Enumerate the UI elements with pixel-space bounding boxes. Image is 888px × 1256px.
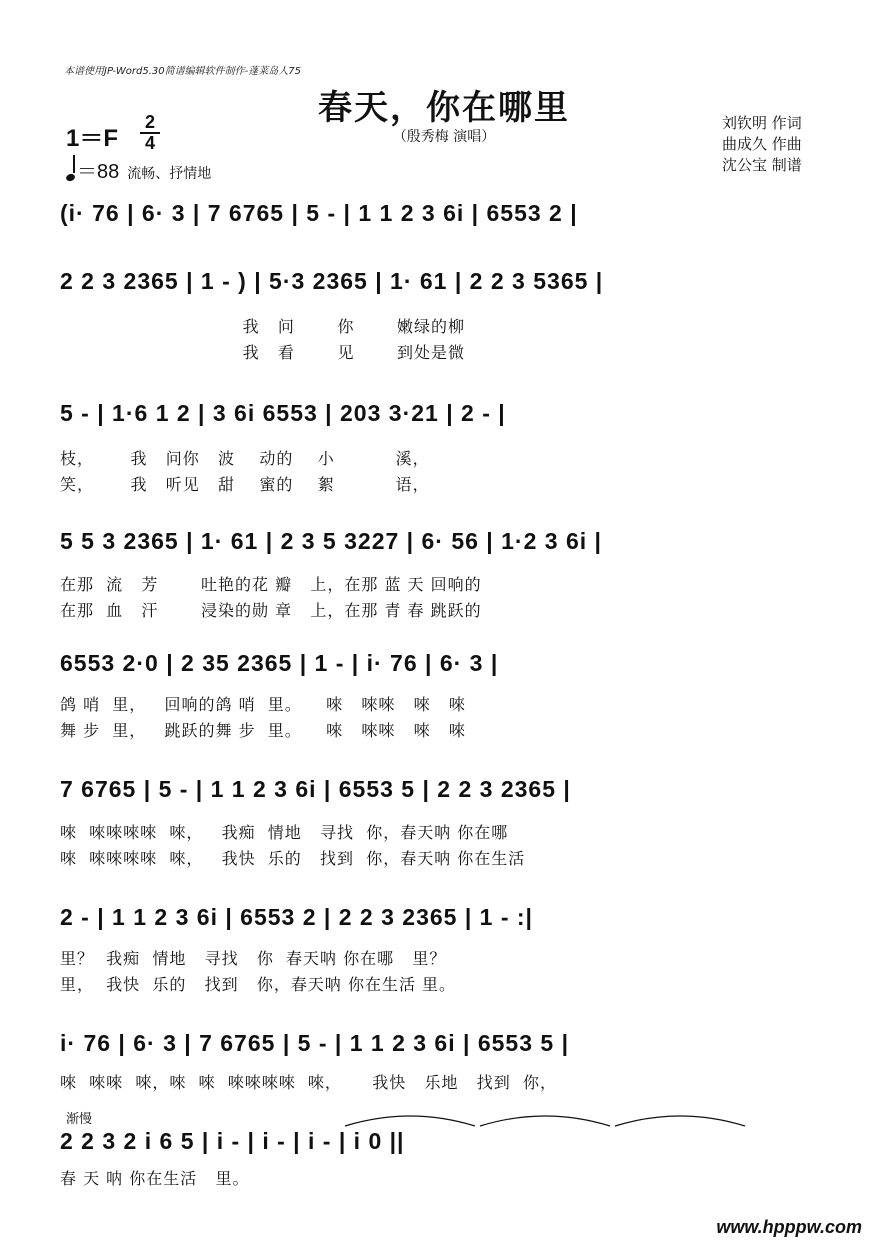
site-watermark: www.hpppw.com bbox=[716, 1217, 862, 1237]
tie-arcs bbox=[340, 1106, 760, 1128]
tempo-expression: 流畅、抒情地 bbox=[127, 165, 212, 181]
notes-line: i· 76 | 6· 3 | 7 6765 | 5 - | 1 1 2 3 6i | 6553 5 | bbox=[60, 1030, 570, 1056]
notes-line: 2 - | 1 1 2 3 6i | 6553 2 | 2 2 3 2365 | 1 - :| bbox=[60, 904, 533, 930]
lyrics-verse-1: 枝， 我 问你 波 动的 小 溪， bbox=[60, 449, 430, 468]
lyrics-verse-2: 我 看 见 到处是微 bbox=[60, 343, 466, 362]
lyrics-verse-1: 唻 唻唻 唻，唻 唻 唻唻唻唻 唻， 我快 乐地 找到 你， bbox=[60, 1073, 557, 1092]
lyrics-verse-1: 我 问 你 嫩绿的柳 bbox=[60, 317, 466, 336]
notes-line: 5 5 3 2365 | 1· 61 | 2 3 5 3227 | 6· 56 | 1·2 3 6i | bbox=[60, 528, 602, 554]
tempo-marking bbox=[66, 155, 211, 184]
lyrics-verse-1: 在那 流 芳 吐艳的花 瓣 上，在那 蓝 天 回响的 bbox=[60, 575, 482, 594]
quarter-note-icon bbox=[65, 173, 76, 183]
notes-line: 5 - | 1·6 1 2 | 3 6i 6553 | 203 3·21 | 2 - | bbox=[60, 400, 506, 426]
time-signature-bottom: 4 bbox=[144, 133, 155, 153]
lyricist-credit: 刘钦明 作词 bbox=[722, 114, 802, 132]
notes-line: 2 2 3 2365 | 1 - ) | 5·3 2365 | 1· 61 | 2 2 3 5365 | bbox=[60, 268, 604, 294]
notes-line: (i· 76 | 6· 3 | 7 6765 | 5 - | 1 1 2 3 6i | 6553 2 | bbox=[60, 200, 578, 226]
tempo-change-marking: 渐慢 bbox=[66, 1112, 93, 1127]
key-signature: 1＝F bbox=[66, 125, 119, 152]
lyrics-verse-1: 春 天 呐 你在生活 里。 bbox=[60, 1169, 250, 1188]
lyrics-verse-2: 在那 血 汗 浸染的勋 章 上，在那 青 春 跳跃的 bbox=[60, 601, 482, 620]
lyrics-verse-1: 里？ 我痴 情地 寻找 你 春天呐 你在哪 里？ bbox=[60, 949, 447, 968]
lyrics-verse-1: 唻 唻唻唻唻 唻， 我痴 情地 寻找 你，春天呐 你在哪 bbox=[60, 823, 509, 842]
notes-line: 2 2 3 2 i 6 5 | i - | i - | i - | i 0 || bbox=[60, 1128, 405, 1154]
arranger-credit: 沈公宝 制谱 bbox=[722, 156, 802, 174]
time-signature-top: 2 bbox=[144, 112, 155, 132]
tempo-bpm: ＝88 bbox=[77, 161, 120, 183]
lyrics-verse-2: 里， 我快 乐的 找到 你，春天呐 你在生活 里。 bbox=[60, 975, 457, 994]
performer: （殷秀梅 演唱） bbox=[392, 129, 496, 145]
lyrics-verse-2: 唻 唻唻唻唻 唻， 我快 乐的 找到 你，春天呐 你在生活 bbox=[60, 849, 526, 868]
software-note: 本谱使用JP-Word5.30简谱编辑软件制作-蓬莱岛人75 bbox=[64, 66, 301, 77]
time-signature bbox=[140, 114, 160, 152]
song-title: 春天，你在哪里 bbox=[318, 88, 570, 128]
notes-line: 6553 2·0 | 2 35 2365 | 1 - | i· 76 | 6· 3 | bbox=[60, 650, 499, 676]
lyrics-verse-2: 笑， 我 听见 甜 蜜的 絮 语， bbox=[60, 475, 430, 494]
lyrics-verse-1: 鸽 哨 里， 回响的鸽 哨 里。 唻 唻唻 唻 唻 bbox=[60, 695, 466, 714]
notes-line: 7 6765 | 5 - | 1 1 2 3 6i | 6553 5 | 2 2 3 2365 | bbox=[60, 776, 571, 802]
composer-credit: 曲成久 作曲 bbox=[722, 135, 802, 153]
lyrics-verse-2: 舞 步 里， 跳跃的舞 步 里。 唻 唻唻 唻 唻 bbox=[60, 721, 466, 740]
